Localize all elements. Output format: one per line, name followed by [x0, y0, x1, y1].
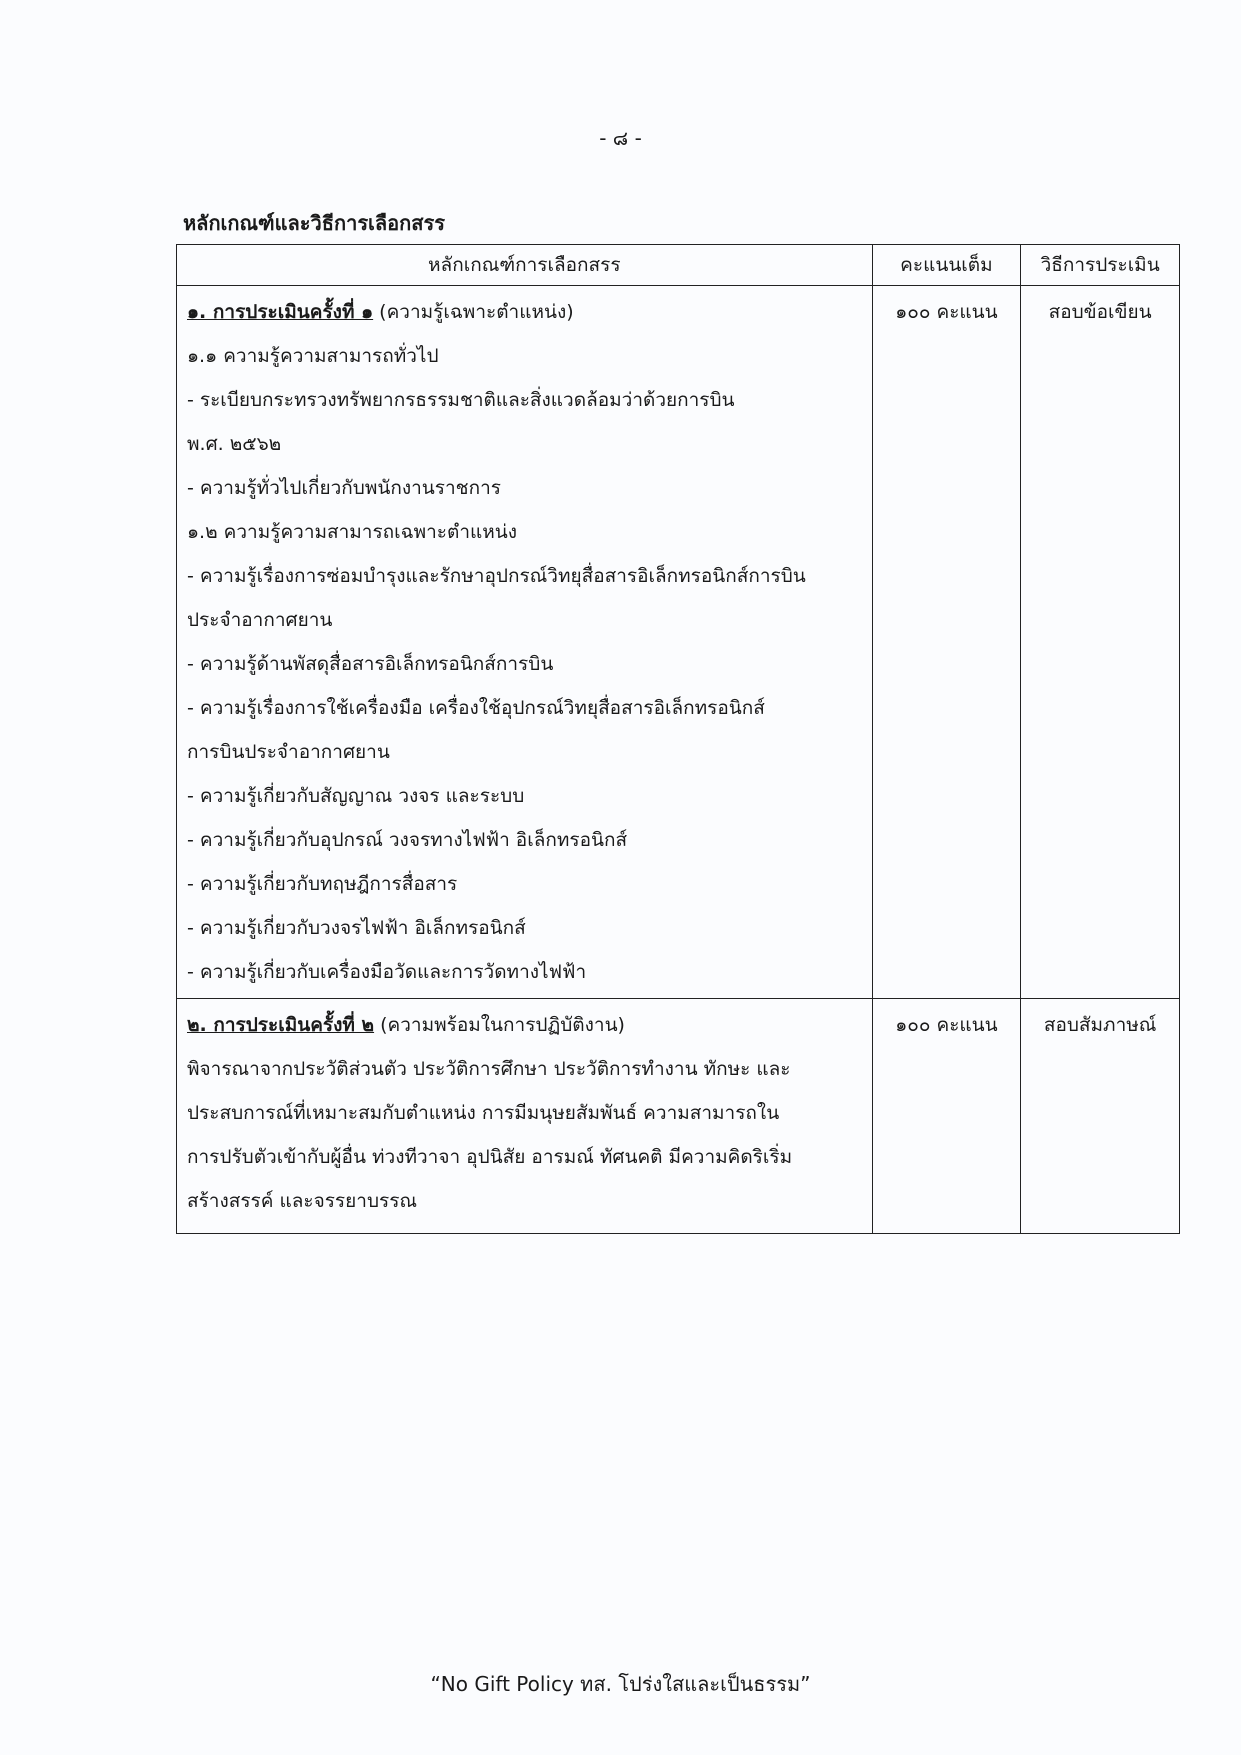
section-title-label: ๑. การประเมินครั้งที่ ๑: [187, 301, 374, 323]
header-full-score: คะแนนเต็ม: [872, 245, 1021, 286]
criteria-line: การบินประจำอากาศยาน: [187, 741, 390, 763]
header-evaluation-method: วิธีการประเมิน: [1021, 245, 1180, 286]
criteria-line: สร้างสรรค์ และจรรยาบรรณ: [187, 1190, 418, 1212]
criteria-line: - ความรู้เรื่องการซ่อมบำรุงและรักษาอุปกรณ์วิทยุสื่อสารอิเล็กทรอนิกส์การบิน: [187, 565, 806, 587]
score-cell: [872, 999, 1021, 1234]
criteria-table: [176, 244, 1180, 1234]
criteria-line: - ความรู้ด้านพัสดุสื่อสารอิเล็กทรอนิกส์การบิน: [187, 653, 554, 675]
full-score-value: ๑๐๐ คะแนน: [895, 301, 998, 323]
table-row: [177, 286, 1180, 999]
table-row: [177, 999, 1180, 1234]
full-score-value: ๑๐๐ คะแนน: [895, 1014, 998, 1036]
table-header-row: [177, 245, 1180, 286]
footer-slogan: “No Gift Policy ทส. โปร่งใสและเป็นธรรม”: [430, 1672, 811, 1696]
criteria-line: - ความรู้เกี่ยวกับทฤษฎีการสื่อสาร: [187, 873, 458, 895]
criteria-line: ประจำอากาศยาน: [187, 609, 333, 631]
section-title-note: (ความพร้อมในการปฏิบัติงาน): [374, 1014, 625, 1036]
criteria-line: ประสบการณ์ที่เหมาะสมกับตำแหน่ง การมีมนุษยสัมพันธ์ ความสามารถใน: [187, 1102, 780, 1124]
page-number: - ๘ -: [599, 126, 642, 150]
criteria-line: พิจารณาจากประวัติส่วนตัว ประวัติการศึกษา ประวัติการทำงาน ทักษะ และ: [187, 1058, 791, 1080]
criteria-line: - ความรู้เกี่ยวกับเครื่องมือวัดและการวัดทางไฟฟ้า: [187, 961, 587, 983]
criteria-line: ๑.๑ ความรู้ความสามารถทั่วไป: [187, 345, 439, 367]
section-title: [187, 290, 866, 334]
criteria-line: - ความรู้เกี่ยวกับสัญญาณ วงจร และระบบ: [187, 785, 525, 807]
criteria-line: - ความรู้เรื่องการใช้เครื่องมือ เครื่องใช้อุปกรณ์วิทยุสื่อสารอิเล็กทรอนิกส์: [187, 697, 765, 719]
method-cell: [1021, 999, 1180, 1234]
header-criteria: หลักเกณฑ์การเลือกสรร: [177, 245, 873, 286]
score-cell: [872, 286, 1021, 999]
section-title-note: (ความรู้เฉพาะตำแหน่ง): [373, 301, 574, 323]
criteria-line: ๑.๒ ความรู้ความสามารถเฉพาะตำแหน่ง: [187, 521, 518, 543]
evaluation-method-value: สอบสัมภาษณ์: [1043, 1014, 1157, 1036]
section-title-label: ๒. การประเมินครั้งที่ ๒: [187, 1014, 375, 1036]
criteria-line: - ความรู้เกี่ยวกับอุปกรณ์ วงจรทางไฟฟ้า อิเล็กทรอนิกส์: [187, 829, 628, 851]
section-title: [187, 1003, 866, 1047]
section-heading: หลักเกณฑ์และวิธีการเลือกสรร: [183, 211, 445, 235]
criteria-line: การปรับตัวเข้ากับผู้อื่น ท่วงทีวาจา อุปนิสัย อารมณ์ ทัศนคติ มีความคิดริเริ่ม: [187, 1146, 793, 1168]
criteria-line: - ความรู้เกี่ยวกับวงจรไฟฟ้า อิเล็กทรอนิกส์: [187, 917, 526, 939]
criteria-cell: [177, 999, 873, 1234]
evaluation-method-value: สอบข้อเขียน: [1048, 301, 1152, 323]
criteria-cell: [177, 286, 873, 999]
criteria-line: - ความรู้ทั่วไปเกี่ยวกับพนักงานราชการ: [187, 477, 501, 499]
criteria-line: - ระเบียบกระทรวงทรัพยากรธรรมชาติและสิ่งแวดล้อมว่าด้วยการบิน: [187, 389, 735, 411]
method-cell: [1021, 286, 1180, 999]
criteria-line: พ.ศ. ๒๕๖๒: [187, 433, 282, 455]
